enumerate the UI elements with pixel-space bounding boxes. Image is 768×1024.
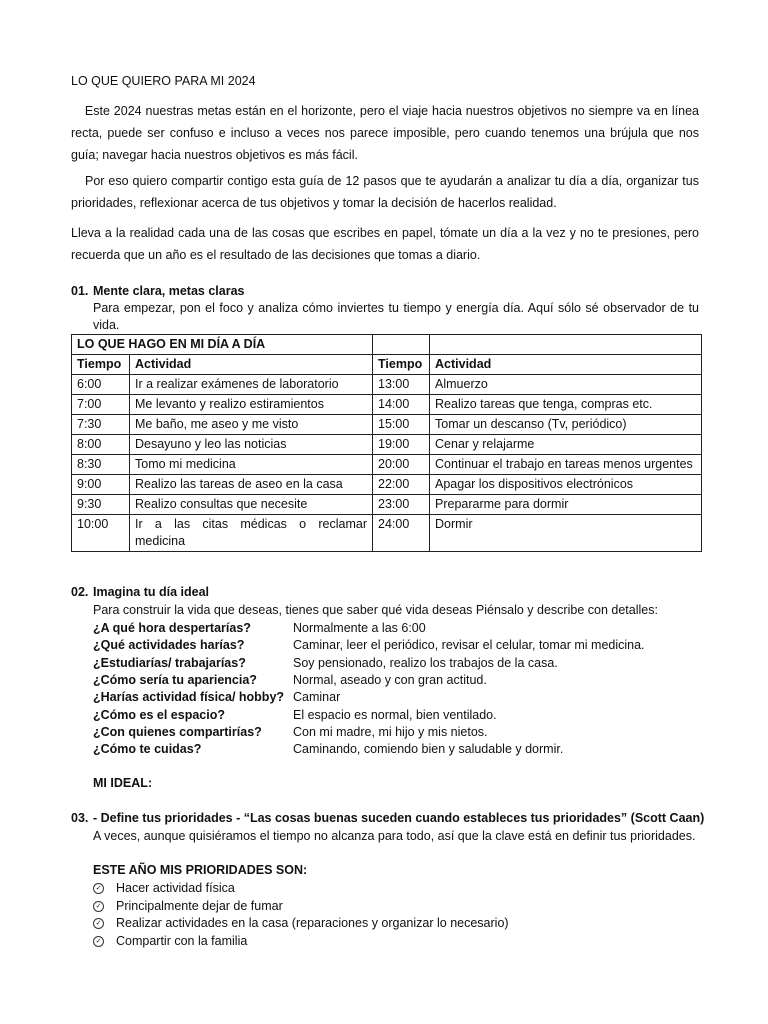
time-cell: 9:00	[72, 475, 130, 495]
intro-paragraph-2: Por eso quiero compartir contigo esta guía de 12 pasos que te ayudarán a analizar tu día a día, organizar tus prioridades, reflexionar acerca de tus objetivos y tomar la decisión de hacerlos realidad.	[71, 174, 699, 210]
activity-cell: Realizo consultas que necesite	[130, 495, 373, 515]
table-row	[72, 475, 702, 495]
question-label: ¿Estudiarías/ trabajarías?	[93, 656, 246, 670]
section-3-heading: 03. - Define tus prioridades - “Las cosas buenas suceden cuando estableces tus prioridades” (Scott Caan)	[71, 811, 705, 825]
question-label: ¿Cómo te cuidas?	[93, 742, 202, 756]
section-1-heading: 01. Mente clara, metas claras	[71, 284, 245, 298]
activity-cell: Almuerzo	[430, 375, 702, 395]
document-title: LO QUE QUIERO PARA MI 2024	[71, 74, 256, 88]
qa-row	[93, 689, 699, 706]
question-label: ¿Qué actividades harías?	[93, 638, 245, 652]
section-2-text: Para construir la vida que deseas, tienes que saber qué vida deseas Piénsalo y describe con detalles:	[93, 603, 658, 617]
intro-paragraph-1: Este 2024 nuestras metas están en el horizonte, pero el viaje hacia nuestros objetivos no siempre va en línea recta, puede ser confuso e incluso a veces nos parece imposible, pero cuando tenemos una brújula que nos guía; navegar hacia nuestros objetivos es más fácil.	[71, 104, 699, 162]
time-cell: 15:00	[373, 415, 430, 435]
time-cell: 23:00	[373, 495, 430, 515]
activity-cell: Desayuno y leo las noticias	[130, 435, 373, 455]
section-1-text: Para empezar, pon el foco y analiza cómo inviertes tu tiempo y energía día. Aquí sólo sé observador de tu vida.	[93, 301, 699, 332]
time-cell: 14:00	[373, 395, 430, 415]
time-cell: 7:00	[72, 395, 130, 415]
qa-row	[93, 672, 699, 689]
check-circle-icon: ✓	[93, 918, 104, 929]
activity-cell: Cenar y relajarme	[430, 435, 702, 455]
answer-text: El espacio es normal, bien ventilado.	[293, 708, 497, 722]
activity-cell: Me baño, me aseo y me visto	[130, 415, 373, 435]
table-row	[72, 375, 702, 395]
answer-text: Normal, aseado y con gran actitud.	[293, 673, 487, 687]
document-page: LO QUE QUIERO PARA MI 2024 Este 2024 nuestras metas están en el horizonte, pero el viaje hacia nuestros objetivos no siempre va en línea recta, puede ser confuso e incluso a veces nos parece imposible, pero cuando tenemos una brújula que nos guía; navegar hacia nuestros objetivos es más fácil. Por eso quiero compartir contigo esta guía de 12 pasos que te ayudarán a analizar tu día a día, organizar tus prioridades, reflexionar acerca de tus objetivos y tomar la decisión de hacerlos realidad. Lleva a la realidad cada una de las cosas que escribes en papel, tómate un día a la vez y no te presiones, pero recuerda que un año es el resultado de las decisiones que tomas a diario. 01. Mente clara, metas claras Para empezar, pon el foco y analiza cómo inviertes tu tiempo y energía día. Aquí sólo sé observador de tu vida. LO QUE HAGO EN MI DÍA A DÍA Tiempo Actividad Tiempo Actividad 6:00 Ir a realizar exámenes de laboratorio 13:00 Almuerzo 7:00 Me levanto y realizo estiramientos 14:00 Realizo tareas que tenga, compras etc. 7:30 Me baño, me aseo y me visto 15:00 Tomar un descanso (Tv, periódico) 8:00 Desayuno y leo las noticias 19:00 Cenar y relajarme 8:30 Tomo mi medicina 20:00 Continuar el trabajo en tareas menos urgentes 9:00 Realizo las tareas de aseo en la casa 22:00 Apagar los dispositivos electrónicos 9:30 Realizo consultas que necesite 23:00 Prepararme para dormir 10:00 Ir a las citas médicas o reclamar medicina 24:00 Dormir 02. Imagina tu día ideal Para construir la vida que deseas, tienes que saber qué vida deseas Piénsalo y describe con detalles: ¿A qué hora despertarías? Normalmente a las 6:00 ¿Qué actividades harías? Caminar, leer el periódico, revisar el celular, tomar mi medicina. ¿Estudiarías/ trabajarías? Soy pensionado, realizo los trabajos de la casa. ¿Cómo sería tu apariencia? Normal, aseado y con gran actitud. ¿Harías actividad física/ hobby? Caminar ¿Cómo es el espacio? El espacio es normal, bien ventilado. ¿Con quienes compartirías? Con mi madre, mi hijo y mis nietos. ¿Cómo te cuidas? Caminando, comiendo bien y saludable y dormir. MI IDEAL: 03. - Define tus prioridades - “Las cosas buenas suceden cuando estableces tus prioridades” (Scott Caan) A veces, aunque quisiéramos el tiempo no alcanza para todo, así que la clave está en definir tus prioridades. ESTE AÑO MIS PRIORIDADES SON: ✓ Hacer actividad física ✓ Principalmente dejar de fumar ✓ Realizar actividades en la casa (reparaciones y organizar lo necesario) ✓ Compartir con la familia	[0, 0, 768, 1024]
time-cell: 13:00	[373, 375, 430, 395]
activity-cell: Realizo tareas que tenga, compras etc.	[430, 395, 702, 415]
time-cell: 22:00	[373, 475, 430, 495]
qa-row	[93, 741, 699, 758]
section-2-heading: 02. Imagina tu día ideal	[71, 585, 209, 599]
check-circle-icon: ✓	[93, 883, 104, 894]
answer-text: Con mi madre, mi hijo y mis nietos.	[293, 725, 488, 739]
column-header-time: Tiempo	[72, 355, 130, 375]
activity-cell: Realizo las tareas de aseo en la casa	[130, 475, 373, 495]
qa-row	[93, 707, 699, 724]
time-cell: 10:00	[72, 515, 130, 552]
check-circle-icon: ✓	[93, 936, 104, 947]
activity-cell: Ir a las citas médicas o reclamar medicina	[130, 515, 373, 552]
qa-row	[93, 724, 699, 741]
time-cell: 8:00	[72, 435, 130, 455]
question-label: ¿A qué hora despertarías?	[93, 621, 251, 635]
priorities-label: ESTE AÑO MIS PRIORIDADES SON:	[93, 863, 308, 877]
activity-cell: Me levanto y realizo estiramientos	[130, 395, 373, 415]
answer-text: Soy pensionado, realizo los trabajos de la casa.	[293, 656, 558, 670]
table-row	[72, 515, 702, 552]
activity-cell: Apagar los dispositivos electrónicos	[430, 475, 702, 495]
activity-cell: Prepararme para dormir	[430, 495, 702, 515]
daily-activities-table	[71, 334, 702, 552]
answer-text: Caminar, leer el periódico, revisar el celular, tomar mi medicina.	[293, 638, 645, 652]
table-row	[72, 395, 702, 415]
column-header-activity: Actividad	[430, 355, 702, 375]
question-label: ¿Con quienes compartirías?	[93, 725, 262, 739]
time-cell: 19:00	[373, 435, 430, 455]
activity-cell: Dormir	[430, 515, 702, 552]
answer-text: Caminar	[293, 690, 341, 704]
table-title: LO QUE HAGO EN MI DÍA A DÍA	[72, 335, 373, 355]
table-row	[72, 415, 702, 435]
table-header-row	[72, 355, 702, 375]
question-label: ¿Cómo es el espacio?	[93, 708, 225, 722]
section-3-text: A veces, aunque quisiéramos el tiempo no alcanza para todo, así que la clave está en definir tus prioridades.	[93, 829, 696, 843]
check-circle-icon: ✓	[93, 901, 104, 912]
column-header-time: Tiempo	[373, 355, 430, 375]
qa-row	[93, 655, 699, 672]
time-cell: 20:00	[373, 455, 430, 475]
time-cell: 6:00	[72, 375, 130, 395]
table-row	[72, 455, 702, 475]
question-label: ¿Harías actividad física/ hobby?	[93, 690, 285, 704]
activity-cell: Continuar el trabajo en tareas menos urgentes	[430, 455, 702, 475]
time-cell: 7:30	[72, 415, 130, 435]
question-label: ¿Cómo sería tu apariencia?	[93, 673, 257, 687]
activity-cell: Tomar un descanso (Tv, periódico)	[430, 415, 702, 435]
time-cell: 8:30	[72, 455, 130, 475]
activity-cell: Tomo mi medicina	[130, 455, 373, 475]
ideal-label: MI IDEAL:	[93, 776, 153, 790]
activity-cell: Ir a realizar exámenes de laboratorio	[130, 375, 373, 395]
answer-text: Normalmente a las 6:00	[293, 621, 426, 635]
time-cell: 24:00	[373, 515, 430, 552]
table-row	[72, 435, 702, 455]
table-title-row	[72, 335, 702, 355]
qa-row	[93, 620, 699, 637]
answer-text: Caminando, comiendo bien y saludable y dormir.	[293, 742, 564, 756]
table-row	[72, 495, 702, 515]
qa-row	[93, 637, 699, 654]
column-header-activity: Actividad	[130, 355, 373, 375]
intro-paragraph-3: Lleva a la realidad cada una de las cosas que escribes en papel, tómate un día a la vez y no te presiones, pero recuerda que un año es el resultado de las decisiones que tomas a diario.	[71, 226, 699, 262]
time-cell: 9:30	[72, 495, 130, 515]
